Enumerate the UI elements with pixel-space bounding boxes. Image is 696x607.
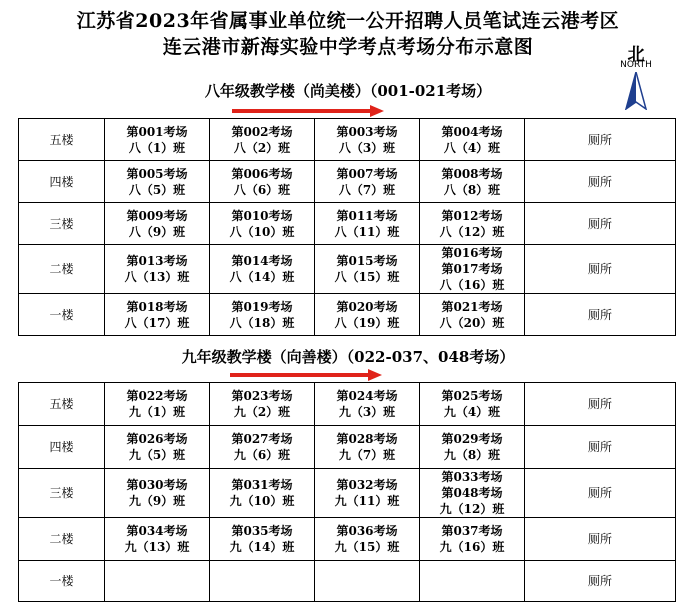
class-label: 八（8）班 — [443, 182, 501, 197]
exam-room-label: 第023考场 — [231, 389, 293, 403]
exam-room-label: 第006考场 — [231, 166, 293, 181]
exam-room-cell — [420, 245, 525, 294]
floor-row — [19, 426, 676, 469]
toilet-label: 厕所 — [525, 469, 676, 518]
floor-label: 二楼 — [19, 518, 105, 561]
exam-room-label: 第012考场 — [441, 208, 503, 223]
toilet-label: 厕所 — [525, 119, 676, 161]
class-label: 九（10）班 — [229, 494, 295, 508]
exam-room-label: 第018考场 — [126, 299, 188, 314]
exam-room-cell — [210, 161, 315, 203]
exam-room-cell — [420, 518, 525, 561]
red-direction-arrow-icon — [232, 105, 384, 117]
exam-room-label: 第001考场 — [126, 124, 188, 139]
class-label: 八（12）班 — [439, 224, 505, 239]
class-label: 九（6）班 — [233, 448, 291, 462]
page-title-line1: 江苏省2023年省属事业单位统一公开招聘人员笔试连云港考区 — [76, 10, 620, 32]
exam-room-cell — [315, 119, 420, 161]
exam-room-cell — [105, 245, 210, 294]
exam-room-cell — [420, 161, 525, 203]
exam-room-label: 第048考场 — [441, 486, 503, 500]
toilet-label: 厕所 — [525, 294, 676, 336]
class-label: 八（9）班 — [128, 224, 186, 239]
class-label: 八（11）班 — [334, 224, 400, 239]
toilet-label: 厕所 — [525, 245, 676, 294]
exam-room-label: 第030考场 — [126, 478, 188, 492]
exam-room-cell — [210, 294, 315, 336]
exam-room-cell — [105, 119, 210, 161]
class-label: 九（8）班 — [443, 448, 501, 462]
compass — [612, 40, 660, 112]
class-label: 八（1）班 — [128, 140, 186, 155]
exam-room-cell — [315, 518, 420, 561]
exam-room-cell — [210, 383, 315, 426]
class-label: 九（7）班 — [338, 448, 396, 462]
exam-room-label: 第026考场 — [126, 432, 188, 446]
class-label: 八（14）班 — [229, 270, 295, 284]
exam-room-cell — [315, 161, 420, 203]
exam-room-label: 第005考场 — [126, 166, 188, 181]
floor-row — [19, 469, 676, 518]
exam-room-label: 第027考场 — [231, 432, 293, 446]
floor-row — [19, 161, 676, 203]
exam-room-label: 第009考场 — [126, 208, 188, 223]
class-label: 八（4）班 — [443, 140, 501, 155]
exam-room-label: 第035考场 — [231, 524, 293, 538]
exam-room-cell — [420, 561, 525, 602]
exam-room-label: 第017考场 — [441, 262, 503, 276]
class-label: 八（7）班 — [338, 182, 396, 197]
exam-room-label: 第013考场 — [126, 254, 188, 268]
exam-room-label: 第036考场 — [336, 524, 398, 538]
exam-room-cell — [315, 294, 420, 336]
class-label: 八（3）班 — [338, 140, 396, 155]
exam-room-cell — [315, 469, 420, 518]
exam-room-label: 第008考场 — [441, 166, 503, 181]
exam-room-label: 第033考场 — [441, 470, 503, 484]
exam-room-cell — [315, 561, 420, 602]
toilet-label: 厕所 — [525, 518, 676, 561]
exam-room-label: 第022考场 — [126, 389, 188, 403]
exam-room-cell — [210, 203, 315, 245]
building9-floor-table — [18, 382, 676, 602]
floor-row — [19, 383, 676, 426]
compass-north-word: NORTH — [620, 60, 652, 70]
toilet-label: 厕所 — [525, 561, 676, 602]
exam-room-cell — [210, 119, 315, 161]
class-label: 九（1）班 — [128, 405, 186, 419]
building9-title: 九年级教学楼（向善楼）（022-037、048考场） — [181, 348, 515, 366]
page-title-line2: 连云港市新海实验中学考点考场分布示意图 — [162, 36, 534, 58]
exam-room-cell — [105, 161, 210, 203]
exam-room-cell — [420, 469, 525, 518]
exam-room-cell — [105, 294, 210, 336]
exam-room-label: 第025考场 — [441, 389, 503, 403]
exam-room-label: 第019考场 — [231, 299, 293, 314]
class-label: 九（15）班 — [334, 540, 400, 554]
exam-room-cell — [420, 294, 525, 336]
class-label: 八（6）班 — [233, 182, 291, 197]
exam-room-cell — [315, 245, 420, 294]
exam-room-label: 第034考场 — [126, 524, 188, 538]
toilet-label: 厕所 — [525, 383, 676, 426]
exam-room-label: 第015考场 — [336, 254, 398, 268]
floor-label: 三楼 — [19, 469, 105, 518]
class-label: 八（18）班 — [229, 315, 295, 330]
exam-room-label: 第014考场 — [231, 254, 293, 268]
exam-room-cell — [105, 561, 210, 602]
exam-room-label: 第007考场 — [336, 166, 398, 181]
class-label: 九（13）班 — [124, 540, 190, 554]
floor-label: 一楼 — [19, 294, 105, 336]
floor-label: 五楼 — [19, 383, 105, 426]
exam-room-label: 第032考场 — [336, 478, 398, 492]
class-label: 八（17）班 — [124, 315, 190, 330]
class-label: 八（16）班 — [439, 278, 505, 292]
floor-row — [19, 245, 676, 294]
exam-room-cell — [105, 469, 210, 518]
class-label: 九（5）班 — [128, 448, 186, 462]
exam-room-cell — [105, 203, 210, 245]
floor-row — [19, 518, 676, 561]
exam-room-cell — [315, 426, 420, 469]
exam-room-label: 第002考场 — [231, 124, 293, 139]
exam-room-cell — [105, 518, 210, 561]
exam-room-label: 第028考场 — [336, 432, 398, 446]
class-label: 八（19）班 — [334, 315, 400, 330]
floor-label: 一楼 — [19, 561, 105, 602]
class-label: 八（13）班 — [124, 270, 190, 284]
floor-label: 三楼 — [19, 203, 105, 245]
class-label: 九（2）班 — [233, 405, 291, 419]
exam-room-cell — [420, 383, 525, 426]
exam-room-label: 第021考场 — [441, 299, 503, 314]
class-label: 九（16）班 — [439, 540, 505, 554]
floor-row — [19, 294, 676, 336]
exam-room-label: 第004考场 — [441, 124, 503, 139]
floor-label: 二楼 — [19, 245, 105, 294]
class-label: 八（15）班 — [334, 270, 400, 284]
exam-room-cell — [210, 426, 315, 469]
class-label: 九（14）班 — [229, 540, 295, 554]
exam-room-cell — [210, 245, 315, 294]
exam-room-label: 第024考场 — [336, 389, 398, 403]
class-label: 九（12）班 — [439, 502, 505, 516]
building8-floor-table — [18, 118, 676, 336]
class-label: 九（9）班 — [128, 494, 186, 508]
exam-room-cell — [210, 561, 315, 602]
exam-room-cell — [420, 203, 525, 245]
exam-room-label: 第037考场 — [441, 524, 503, 538]
floor-row — [19, 119, 676, 161]
exam-room-cell — [315, 383, 420, 426]
class-label: 八（2）班 — [233, 140, 291, 155]
toilet-label: 厕所 — [525, 203, 676, 245]
class-label: 八（20）班 — [439, 315, 505, 330]
exam-room-cell — [105, 426, 210, 469]
class-label: 九（4）班 — [443, 405, 501, 419]
exam-room-label: 第011考场 — [336, 208, 398, 223]
floor-row — [19, 203, 676, 245]
toilet-label: 厕所 — [525, 426, 676, 469]
exam-room-cell — [420, 426, 525, 469]
exam-room-cell — [210, 518, 315, 561]
exam-room-label: 第020考场 — [336, 299, 398, 314]
building8-title: 八年级教学楼（尚美楼）（001-021考场） — [204, 82, 492, 100]
exam-room-label: 第010考场 — [231, 208, 293, 223]
toilet-label: 厕所 — [525, 161, 676, 203]
compass-north-char: 北 — [627, 45, 645, 65]
exam-room-cell — [105, 383, 210, 426]
exam-room-cell — [210, 469, 315, 518]
class-label: 九（11）班 — [334, 494, 400, 508]
exam-room-label: 第031考场 — [231, 478, 293, 492]
floor-label: 四楼 — [19, 161, 105, 203]
class-label: 八（10）班 — [229, 224, 295, 239]
floor-row — [19, 561, 676, 602]
exam-room-label: 第029考场 — [441, 432, 503, 446]
floor-label: 五楼 — [19, 119, 105, 161]
floor-label: 四楼 — [19, 426, 105, 469]
class-label: 九（3）班 — [338, 405, 396, 419]
red-direction-arrow-icon — [230, 369, 382, 381]
exam-room-cell — [420, 119, 525, 161]
exam-room-cell — [315, 203, 420, 245]
class-label: 八（5）班 — [128, 182, 186, 197]
exam-room-label: 第003考场 — [336, 124, 398, 139]
exam-room-label: 第016考场 — [441, 246, 503, 260]
